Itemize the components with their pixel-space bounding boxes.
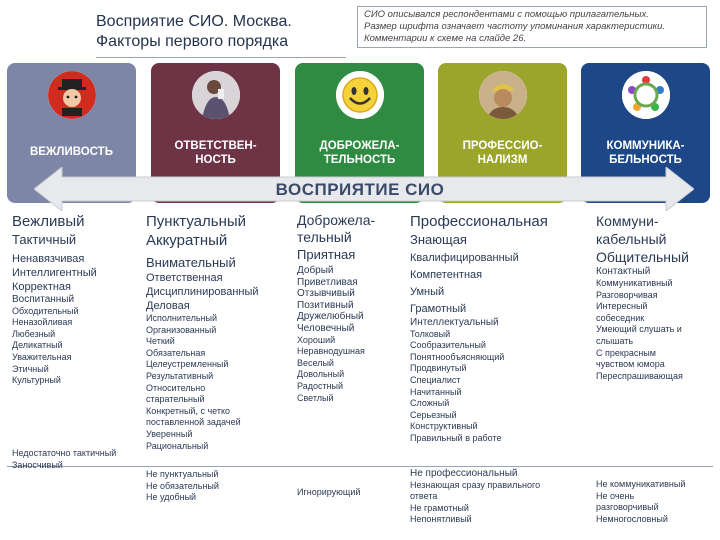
adjective: Внимательный: [146, 255, 236, 270]
adjective: Тактичный: [12, 232, 77, 247]
arrow-label: ВОСПРИЯТИЕ СИО: [275, 180, 445, 199]
adjective: Пунктуальный: [146, 213, 247, 230]
negative-adjective: Непонятливый: [410, 514, 472, 525]
negative-adjective: разговорчивый: [596, 502, 659, 513]
column-responsibility: [146, 212, 296, 452]
adjective: Интересный: [596, 301, 648, 312]
adjective: Аккуратный: [146, 232, 228, 249]
adjective: Общительный: [596, 249, 689, 265]
adjective: Доброжела-: [297, 212, 376, 228]
adjective: Обязательная: [146, 347, 206, 358]
adjective: Деликатный: [12, 340, 63, 351]
adjective: кабельный: [596, 231, 667, 247]
adjective: Умный: [410, 286, 445, 298]
comment-line-2: Размер шрифта означает частоту упоминания характеристики.: [364, 21, 666, 32]
worker-icon: [479, 71, 527, 119]
adjective: Разговорчивая: [596, 289, 658, 300]
title-line-2: Факторы первого порядка: [96, 33, 289, 50]
adjective: Отзывчивый: [297, 288, 355, 300]
negative-adjective: Заносчивый: [12, 459, 63, 470]
adjective: Толковый: [410, 328, 451, 339]
adjective: Интеллектуальный: [410, 317, 499, 328]
negative-adjective: Немногословный: [596, 513, 668, 524]
adjective: собеседник: [596, 312, 645, 323]
adjective: Квалифицированный: [410, 252, 519, 264]
adjective: Приятная: [297, 247, 356, 262]
negative-adjective: Не грамотный: [410, 502, 469, 513]
negative-adjective: Незнающая сразу правильного: [410, 479, 541, 490]
adjective: Довольный: [297, 369, 345, 380]
adjective: Воспитанный: [12, 294, 75, 305]
page-title: [96, 12, 346, 52]
factor-label-line: ОТВЕТСТВЕН-: [174, 140, 257, 152]
adjective: Дружелюбный: [297, 311, 364, 323]
negatives-professionalism: [410, 468, 540, 526]
adjective: Исполнительный: [146, 313, 218, 323]
adjective: Правильный в работе: [410, 432, 502, 443]
column-politeness: [12, 212, 142, 387]
negative-adjective: Не профессиональный: [410, 468, 518, 479]
adjective: Четкий: [146, 336, 175, 347]
adjective: Культурный: [12, 375, 61, 386]
adjective: Переспрашивающая: [596, 370, 683, 381]
adjective: Результативный: [146, 370, 214, 381]
adjective: Неравнодушная: [297, 346, 365, 357]
politeness-icon: [48, 71, 96, 119]
adjective: Сложный: [410, 398, 450, 409]
adjective: чувством юмора: [596, 359, 665, 370]
adjective: Знающая: [410, 232, 467, 247]
adjective: Ответственная: [146, 272, 223, 284]
factor-label-line: НАЛИЗМ: [477, 154, 528, 166]
column-goodwill: [297, 212, 407, 404]
factor-label: [581, 139, 710, 167]
adjective: Дисциплинированный: [146, 286, 259, 298]
adjective: Начитанный: [410, 386, 462, 397]
adjective: старательный: [146, 394, 205, 405]
comment-line-3: Комментарии к схеме на слайде 26.: [364, 33, 527, 44]
factor-label: [151, 139, 280, 167]
adjective: Корректная: [12, 281, 72, 293]
column-communication: [596, 212, 716, 382]
factor-label-line: НОСТЬ: [195, 154, 236, 166]
negative-adjective: Не коммуникативный: [596, 479, 686, 489]
comment-line-1: СИО описывался респондентами с помощью прилагательных.: [364, 9, 649, 20]
adjective: Продвинутый: [410, 363, 467, 374]
adjective: Уважительная: [12, 351, 72, 362]
adjective: Хороший: [297, 334, 336, 345]
adjective: Этичный: [12, 363, 49, 374]
adjective: Любезный: [12, 328, 56, 339]
adjective: Веселый: [297, 357, 334, 368]
adjective: Коммуникативный: [596, 278, 673, 288]
factor-label-line: БЕЛЬНОСТЬ: [609, 154, 682, 166]
adjective: Целеустремленный: [146, 359, 229, 370]
adjective: Понятнообъясняющий: [410, 351, 505, 362]
adjective: Интеллигентный: [12, 267, 97, 279]
comment-box: [357, 6, 707, 48]
negatives-communication: [596, 479, 685, 525]
adjective: Обходительный: [12, 305, 79, 316]
responsibility-icon: [192, 71, 240, 119]
adjective: Профессиональная: [410, 213, 548, 230]
negative-adjective: Не удобный: [146, 492, 197, 503]
negatives-goodwill: [297, 487, 360, 499]
adjective: Светлый: [297, 392, 334, 403]
factor-label-line: ПРОФЕССИО-: [462, 140, 543, 152]
adjective: поставленной задачей: [146, 417, 241, 428]
adjective: Человечный: [297, 322, 355, 334]
factor-label-line: ДОБРОЖЕЛА-: [319, 140, 400, 152]
adjective: слышать: [596, 335, 634, 346]
negatives-responsibility: [146, 469, 219, 504]
adjective: Специалист: [410, 374, 461, 385]
negative-adjective: ответа: [410, 491, 438, 502]
adjective: Деловая: [146, 300, 190, 312]
adjective: тельный: [297, 229, 352, 245]
adjective: Грамотный: [410, 303, 467, 315]
factor-label: [295, 139, 424, 167]
negative-adjective: Игнорирующий: [297, 487, 361, 497]
adjective: Добрый: [297, 265, 334, 276]
adjective: Контактный: [596, 266, 651, 277]
adjective: Рациональный: [146, 440, 209, 451]
negative-adjective: Недостаточно тактичный: [12, 448, 117, 458]
adjective: Относительно: [146, 382, 206, 393]
adjective: Компетентная: [410, 269, 483, 281]
adjective: Сообразительный: [410, 340, 486, 351]
people-circle-icon: [622, 71, 670, 119]
factor-label-line: ТЕЛЬНОСТЬ: [323, 154, 396, 166]
adjective: Позитивный: [297, 299, 354, 311]
adjective: Неназойливая: [12, 317, 73, 328]
negatives-politeness: [12, 448, 116, 471]
factor-label: [438, 139, 567, 167]
adjective: Приветливая: [297, 276, 358, 288]
adjective: Организованный: [146, 324, 217, 335]
adjective: Коммуни-: [596, 213, 659, 229]
adjective: Конкретный, с четко: [146, 405, 231, 416]
smiley-icon: [336, 71, 384, 119]
factor-label-line: КОММУНИКА-: [606, 140, 685, 152]
adjective: Умеющий слушать и: [596, 324, 682, 335]
adjective: Конструктивный: [410, 421, 478, 432]
adjective: Радостный: [297, 380, 344, 391]
adjective: Уверенный: [146, 428, 193, 439]
adjective: Ненавязчивая: [12, 253, 85, 265]
negative-adjective: Не очень: [596, 490, 635, 501]
title-line-1: Восприятие СИО. Москва.: [96, 13, 292, 30]
column-professionalism: [410, 212, 594, 445]
negative-adjective: Не пунктуальный: [146, 469, 219, 479]
factor-label: ВЕЖЛИВОСТЬ: [30, 146, 113, 158]
adjective: Вежливый: [12, 213, 85, 230]
adjective: Серьезный: [410, 409, 457, 420]
title-underline: [96, 57, 346, 58]
adjective: С прекрасным: [596, 347, 656, 358]
negative-adjective: Не обязательный: [146, 480, 219, 491]
